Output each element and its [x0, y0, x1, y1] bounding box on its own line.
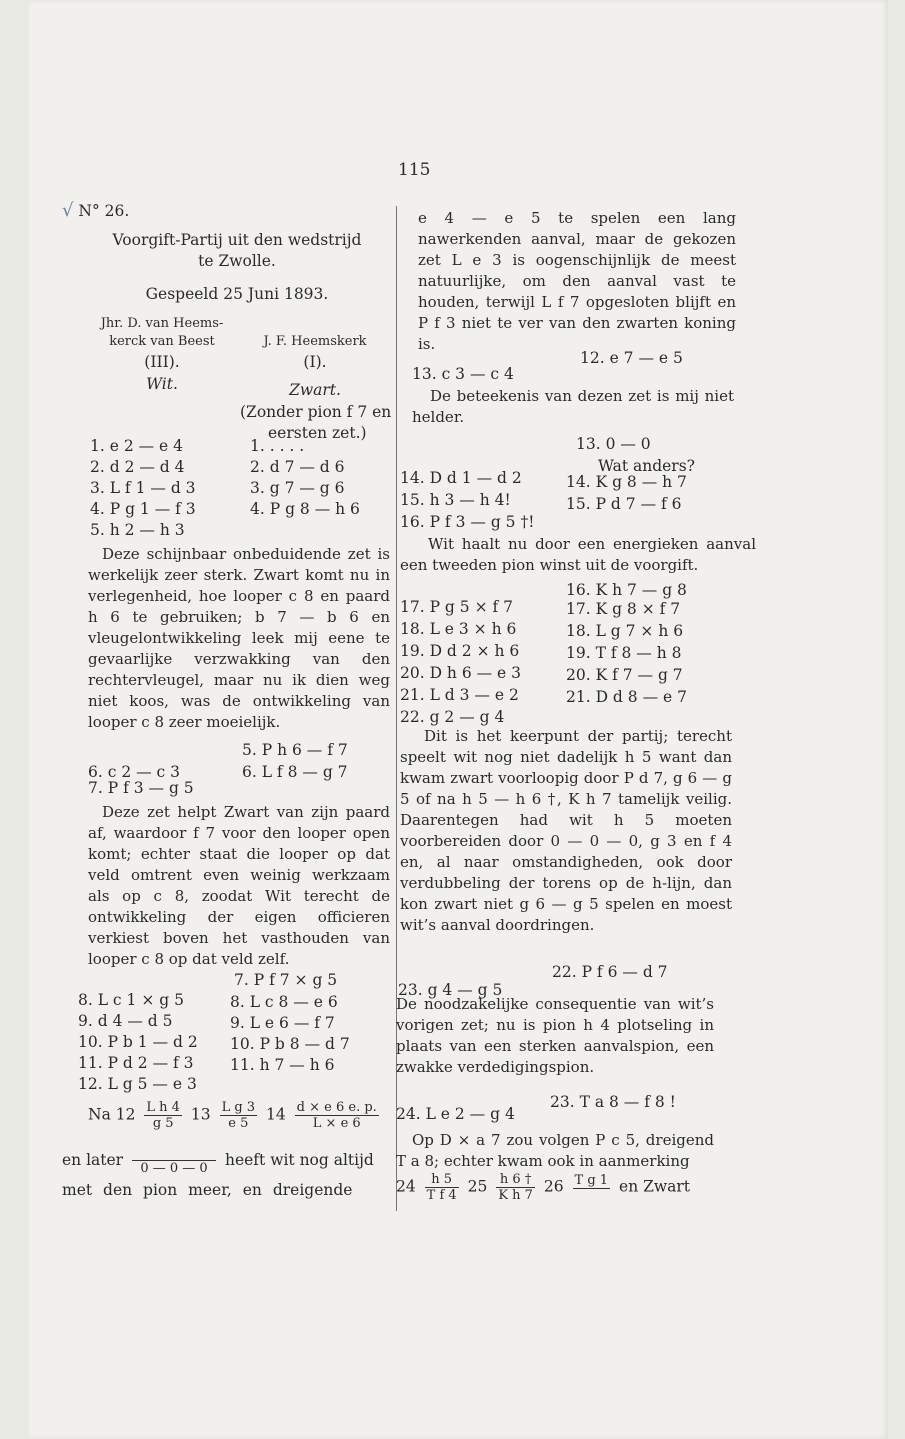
white-moves-8-12 — [78, 990, 198, 1095]
black-player-rank: (I). — [303, 353, 327, 371]
variation-fraction — [496, 1172, 535, 1203]
fraction-denominator: L × e 6 — [312, 1116, 361, 1131]
variation-fraction — [573, 1173, 611, 1203]
page-number: 115 — [398, 160, 431, 180]
move-white: 17. P g 5 × f 7 — [400, 598, 514, 616]
fraction-denominator: T f 4 — [426, 1188, 457, 1203]
move-number: 14 — [266, 1105, 286, 1124]
move-white: 6. c 2 — c 3 — [88, 763, 181, 781]
check-mark-icon: √ — [62, 200, 74, 221]
game-title-line-1: Voorgift-Partij uit den wedstrijd — [112, 231, 362, 249]
variation-prefix: Na 12 — [88, 1105, 136, 1124]
move-white: 11. P d 2 — f 3 — [78, 1054, 194, 1072]
black-handicap-note-1: (Zonder pion f 7 en — [240, 403, 392, 421]
move-number: 13 — [190, 1105, 211, 1124]
move-black: 18. L g 7 × h 6 — [566, 622, 684, 640]
move-black: 15. P d 7 — f 6 — [566, 495, 682, 513]
move-black: 13. 0 — 0 — [576, 435, 651, 453]
game-title-line-2: te Zwolle. — [198, 252, 276, 270]
variation-fraction — [132, 1146, 216, 1176]
white-player-rank: (III). — [144, 353, 180, 371]
fraction-numerator — [132, 1146, 216, 1161]
fraction-numerator: h 5 — [425, 1172, 459, 1188]
move-white: 15. h 3 — h 4! — [400, 491, 511, 509]
question-note: Wat anders? — [598, 457, 695, 475]
black-handicap-note-2: eersten zet.) — [268, 424, 367, 442]
white-player-line-1: Jhr. D. van Heems- — [100, 316, 224, 331]
variation-line-3: met den pion meer, en dreigende — [62, 1181, 353, 1199]
move-black: 22. P f 6 — d 7 — [552, 963, 668, 981]
move-white: 7. P f 3 — g 5 — [88, 779, 194, 797]
black-moves-1-4 — [250, 436, 360, 520]
move-white: 9. d 4 — d 5 — [78, 1012, 173, 1030]
move-white: 13. c 3 — c 4 — [412, 365, 514, 383]
fraction-denominator: e 5 — [228, 1116, 249, 1131]
move-black: 19. T f 8 — h 8 — [566, 644, 682, 662]
annotation-move-24: Op D × a 7 zou volgen P c 5, dreigend T a 8; echter kwam ook in aanmerking — [396, 1131, 714, 1170]
fraction-numerator: h 6 † — [496, 1172, 535, 1188]
variation-fraction — [425, 1172, 459, 1203]
move-number: 25 — [467, 1177, 488, 1196]
fraction-denominator: g 5 — [152, 1116, 174, 1131]
annotation-move-22: Dit is het keerpunt der partij; terecht speelt wit nog niet dadelijk h 5 want dan kwam zwart voorloopig door P d 7, g 6 — g 5 of na h 5 — h 6 †, K h 7 tamelijk veilig. Daarentegen had wit h 5 moeten voorbereiden door 0 — 0 — 0, g 3 en f 4 en, al naar omstandigheden, ook door verdubbeling der torens op de h-lijn, dan kon zwart niet g 6 — g 5 spelen en moest wit’s aanval doordringen. — [400, 727, 732, 934]
variation-text: en later — [62, 1151, 124, 1169]
fraction-numerator: T g 1 — [574, 1172, 609, 1188]
move-black: 8. L c 8 — e 6 — [230, 993, 338, 1011]
move-black: 16. K h 7 — g 8 — [566, 581, 687, 599]
move-black: 21. D d 8 — e 7 — [566, 688, 687, 706]
move-black: 1. . . . . — [250, 437, 305, 455]
move-black: 10. P b 8 — d 7 — [230, 1035, 350, 1053]
fraction-denominator: K h 7 — [498, 1188, 533, 1203]
move-white: 14. D d 1 — d 2 — [400, 469, 522, 487]
move-black: 11. h 7 — h 6 — [230, 1056, 335, 1074]
move-white: 18. L e 3 × h 6 — [400, 620, 517, 638]
white-moves-1-5 — [90, 436, 196, 541]
move-white: 2. d 2 — d 4 — [90, 458, 185, 476]
fraction-numerator: L h 4 — [146, 1100, 180, 1115]
annotation-move-23: De noodzakelijke consequentie van wit’s vorigen zet; nu is pion h 4 plotseling in plaats van een sterken aanvalspion, een zwakke verdedigingspion. — [396, 995, 714, 1076]
move-black: 14. K g 8 — h 7 — [566, 473, 687, 491]
move-white: 21. L d 3 — e 2 — [400, 686, 519, 704]
move-white: 22. g 2 — g 4 — [400, 708, 505, 726]
game-number — [62, 200, 129, 222]
fraction-numerator: L g 3 — [221, 1100, 256, 1115]
variation-line-2 — [62, 1146, 374, 1176]
game-number-label: N° 26. — [78, 202, 130, 220]
move-white: 24. L e 2 — g 4 — [396, 1105, 515, 1123]
move-black: 12. e 7 — e 5 — [580, 349, 683, 367]
black-label: Zwart. — [289, 381, 341, 399]
move-white: 19. D d 2 × h 6 — [400, 642, 520, 660]
variation-line-right — [396, 1172, 690, 1203]
move-black: 4. P g 8 — h 6 — [250, 500, 360, 518]
move-black: 23. T a 8 — f 8 ! — [550, 1093, 676, 1111]
move-black: 20. K f 7 — g 7 — [566, 666, 683, 684]
move-white: 4. P g 1 — f 3 — [90, 500, 196, 518]
move-black: 6. L f 8 — g 7 — [242, 763, 348, 781]
variation-fraction — [295, 1100, 379, 1131]
annotation-move-5: Deze schijnbaar onbeduidende zet is werkelijk zeer sterk. Zwart komt nu in verlegenheid, hoe looper c 8 en paard h 6 te gebruiken; b 7 — b 6 en vleugelontwikkeling leek mij eene te gevaarlijke verzwakking van den rechtervleugel, maar nu ik dien weg niet koos, was de ontwikkeling van looper c 8 zeer moeielijk. — [88, 545, 390, 731]
game-date: Gespeeld 25 Juni 1893. — [145, 285, 329, 303]
variation-text: en Zwart — [619, 1177, 691, 1196]
move-white: 16. P f 3 — g 5 †! — [400, 513, 535, 531]
move-white: 5. h 2 — h 3 — [90, 521, 185, 539]
move-white: 23. g 4 — g 5 — [398, 981, 503, 999]
variation-fraction — [220, 1100, 258, 1131]
move-white: 12. L g 5 — e 3 — [78, 1075, 197, 1093]
move-white: 1. e 2 — e 4 — [90, 437, 183, 455]
move-white: 8. L c 1 × g 5 — [78, 991, 184, 1009]
annotation-move-13: De beteekenis van dezen zet is mij niet helder. — [412, 387, 734, 426]
move-black: 17. K g 8 × f 7 — [566, 600, 681, 618]
variation-fraction — [144, 1100, 182, 1131]
black-moves-17-21 — [566, 598, 687, 708]
white-player-line-2: kerck van Beest — [109, 334, 215, 349]
move-black: 7. P f 7 × g 5 — [234, 971, 338, 989]
white-label: Wit. — [146, 375, 178, 393]
fraction-denominator — [573, 1189, 611, 1203]
fraction-denominator: 0 — 0 — 0 — [140, 1161, 208, 1176]
move-black: 3. g 7 — g 6 — [250, 479, 345, 497]
move-black: 5. P h 6 — f 7 — [242, 741, 348, 759]
move-black: 9. L e 6 — f 7 — [230, 1014, 335, 1032]
move-white: 20. D h 6 — e 3 — [400, 664, 522, 682]
variation-text: heeft wit nog altijd — [224, 1151, 374, 1169]
annotation-move-7: Deze zet helpt Zwart van zijn paard af, waardoor f 7 voor den looper open komt; echter staat die looper op dat veld omtrent even weinig werkzaam als op c 8, zoodat Wit terecht de ontwikkeling der eigen officieren verkiest boven het vasthouden van looper c 8 op dat veld zelf. — [88, 803, 390, 968]
white-moves-17-22 — [400, 596, 521, 728]
move-number: 26 — [543, 1177, 564, 1196]
annotation-move-12: e 4 — e 5 te spelen een lang nawerkenden aanval, maar de gekozen zet L e 3 is oogenschijnlijk de meest natuurlijke, om den aanval vast te houden, terwijl L f 7 opgesloten blijft en P f 3 niet te ver van den zwarten koning is. — [418, 209, 736, 353]
fraction-numerator: d × e 6 e. p. — [296, 1100, 377, 1115]
move-number: 24 — [396, 1177, 416, 1196]
move-white: 3. L f 1 — d 3 — [90, 479, 196, 497]
black-player-name: J. F. Heemskerk — [263, 334, 367, 349]
move-black: 2. d 7 — d 6 — [250, 458, 345, 476]
move-white: 10. P b 1 — d 2 — [78, 1033, 198, 1051]
black-moves-8-11 — [230, 992, 350, 1076]
annotation-move-16: Wit haalt nu door een energieken aanval een tweeden pion winst uit de voorgift. — [400, 535, 756, 574]
variation-line — [88, 1100, 383, 1131]
